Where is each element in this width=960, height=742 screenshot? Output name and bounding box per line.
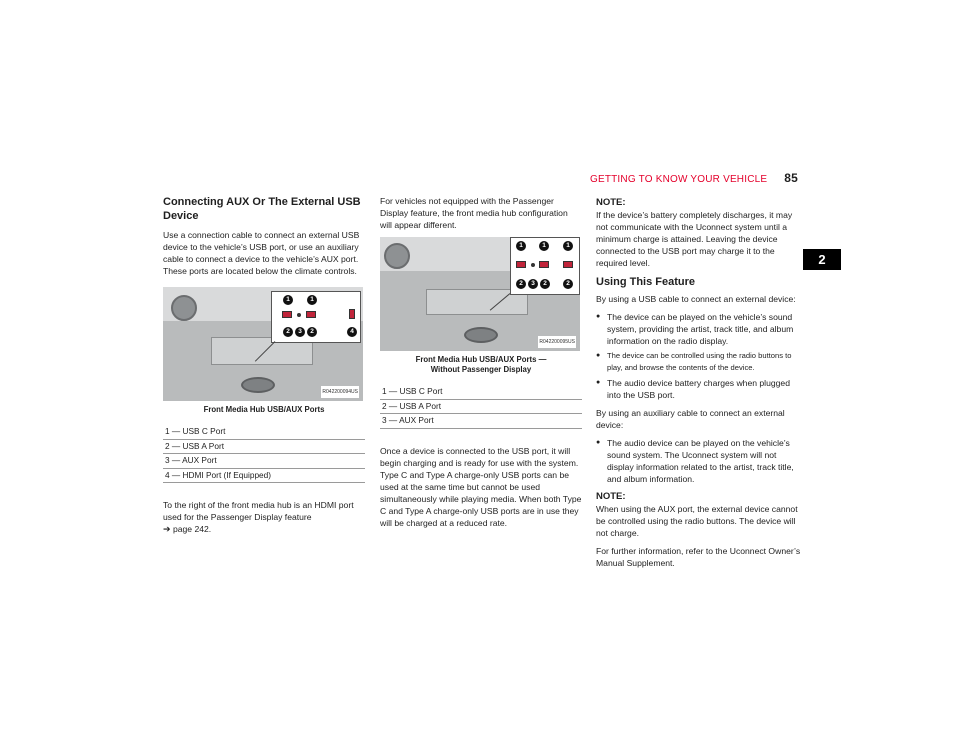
note-text: When using the AUX port, the external device cannot be controlled using the radio buttons. The device will not charge. [596,504,798,538]
aux-bullet-list [596,437,801,485]
hdmi-paragraph [163,499,365,535]
chapter-tab[interactable]: 2 [803,249,841,270]
legend-item: 1 — USB C Port [382,386,443,396]
usb-c-port [563,261,573,268]
media-hub-figure-no-passenger-display [380,237,580,351]
usb-c-port [282,311,292,318]
note-text: If the device’s battery completely discharges, it may not communicate with the Uconnect system until a minimum charge is attained. Leaving the device connected to the USB port may charge it to the required level. [596,210,793,268]
usb-bullet-list [596,311,801,401]
bullet-item: ● The audio device can be played on the vehicle’s sound system. The Uconnect system will not display information related to the artist, track title, and album information. [596,437,801,485]
aux-port [531,263,535,267]
callout: 2 [283,327,293,337]
bullet-item: ● The device can be played on the vehicle’s sound system, providing the artist, track title, and album information on the radio display. [596,311,801,347]
column-1 [163,195,365,541]
subsection-heading: Using This Feature [596,276,696,288]
page-reference-link[interactable]: page 242. [172,524,212,534]
legend-item: 1 — USB C Port [165,426,226,436]
section-heading: Connecting AUX Or The External USB Device [163,196,361,222]
callout: 3 [528,279,538,289]
callout: 3 [295,327,305,337]
usb-c-port [306,311,316,318]
intro-paragraph: For vehicles not equipped with the Passenger Display feature, the front media hub configuration will appear different. [380,196,568,230]
aux-intro: By using an auxiliary cable to connect an external device: [596,408,785,430]
hdmi-text: To the right of the front media hub is an HDMI port used for the Passenger Display feature [163,500,354,522]
legend-item: 2 — USB A Port [380,399,582,414]
page-number: 85 [784,171,798,185]
callout: 1 [563,241,573,251]
climate-knob [384,243,410,269]
caption-line: Without Passenger Display [430,365,532,374]
bullet-item: ● The device can be controlled using the radio buttons to play, and browse the contents of the device. [596,350,801,374]
callout: 2 [540,279,550,289]
section-title: GETTING TO KNOW YOUR VEHICLE [589,174,768,185]
callout: 2 [516,279,526,289]
figure-code: R042200094US [321,386,359,398]
callout: 1 [283,295,293,305]
cupholder [464,327,498,343]
callout: 4 [347,327,357,337]
charging-paragraph: Once a device is connected to the USB port, it will begin charging and is ready for use with the system. Type C and Type A charge-only USB ports can be used at the same time but cannot be used simultaneously while playing media. When both Type C and Type A charge-only USB ports are in use they will be charged at a reduced rate. [380,445,582,528]
intro-paragraph: Use a connection cable to connect an external USB device to the vehicle’s USB port, or use an auxiliary cable to connect a device to the vehicle’s AUX port. These ports are located below the climate controls. [163,230,360,276]
usb-c-port [516,261,526,268]
usb-intro: By using a USB cable to connect an external device: [596,294,796,304]
legend-item: 4 — HDMI Port (If Equipped) [163,468,365,483]
figure-code: R042200095US [538,336,576,348]
climate-knob [171,295,197,321]
legend-item: 2 — USB A Port [163,439,365,454]
aux-port [297,313,301,317]
cupholder [241,377,275,393]
caption-line: Front Media Hub USB/AUX Ports — [415,355,547,364]
column-2 [380,195,582,535]
running-header [590,171,798,185]
callout: 1 [539,241,549,251]
page-ref-arrow-icon: ➔ [163,524,171,534]
further-info-paragraph: For further information, refer to the Uconnect Owner’s Manual Supplement. [596,546,801,568]
callout: 1 [307,295,317,305]
figure-legend [163,425,365,483]
figure-caption [380,355,582,375]
media-hub-figure [163,287,363,401]
bullet-item: ● The audio device battery charges when plugged into the USB port. [596,377,801,401]
usb-c-port [539,261,549,268]
figure-caption: Front Media Hub USB/AUX Ports [203,405,325,414]
legend-item: 3 — AUX Port [380,413,582,428]
column-3 [596,195,801,575]
figure-legend [380,385,582,429]
hdmi-port [349,309,355,319]
callout: 2 [307,327,317,337]
callout: 2 [563,279,573,289]
callout: 1 [516,241,526,251]
note-label: NOTE: [596,491,626,502]
note-label: NOTE: [596,197,626,208]
legend-item: 3 — AUX Port [163,453,365,468]
